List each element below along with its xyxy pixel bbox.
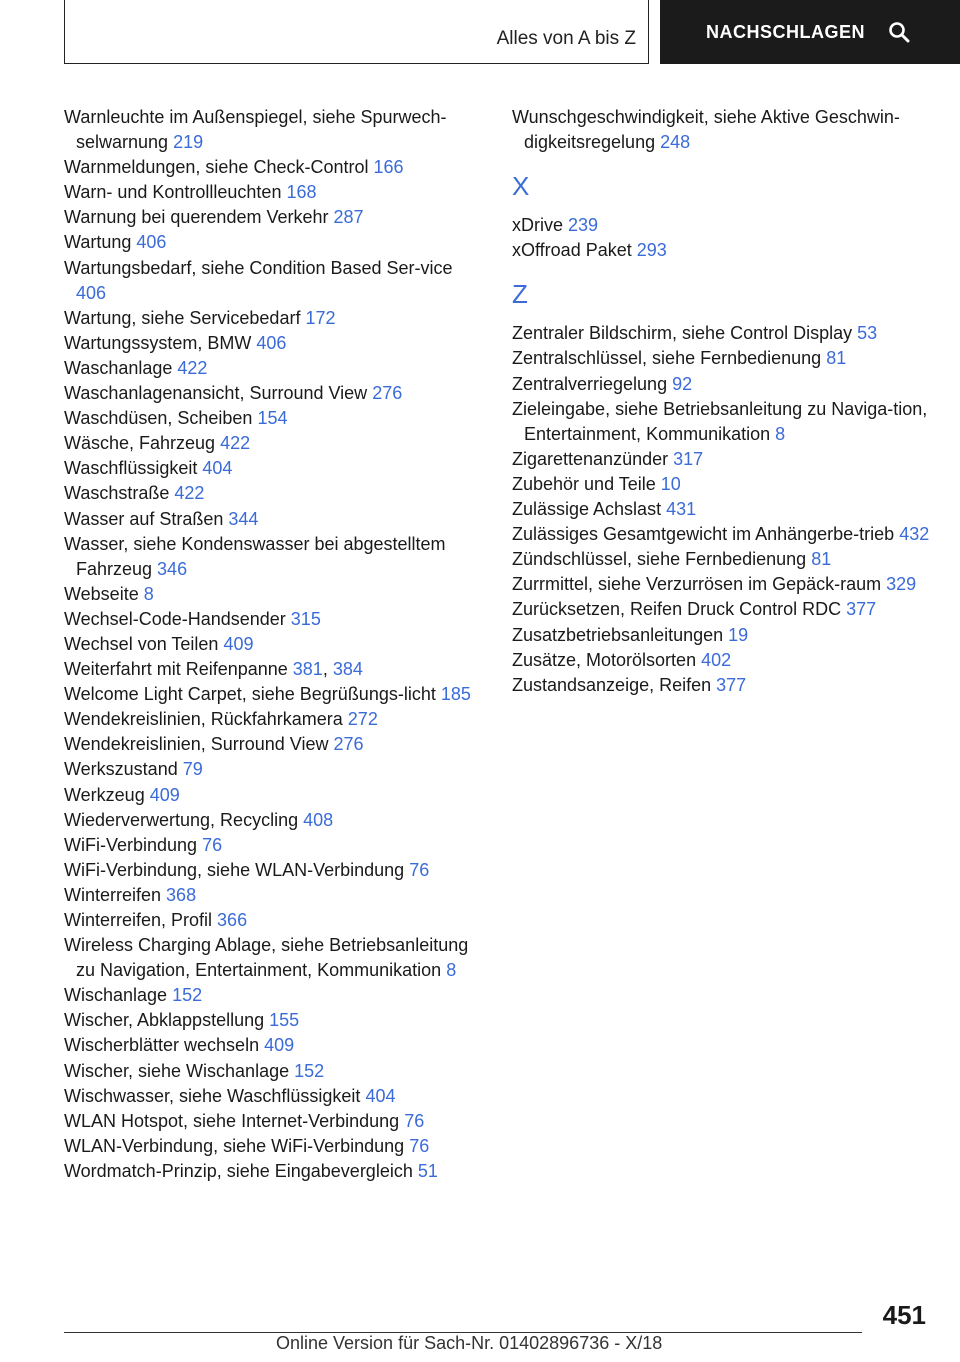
page-link[interactable]: 172 [305,307,336,328]
page-link[interactable]: 155 [269,1010,300,1031]
page-link[interactable]: 51 [417,1160,438,1181]
index-entry-term: Zustandsanzeige, Reifen [512,674,717,695]
index-entry-term: Warn- und Kontrollleuchten [64,182,287,203]
index-entry [64,532,484,582]
page-link[interactable]: 366 [217,910,248,930]
index-entry-term: WiFi-Verbindung, siehe WLAN-Verbindung [64,859,410,880]
page-link[interactable]: 377 [716,674,747,695]
index-entry [64,406,484,431]
index-entry-term: Warnung bei querendem Verkehr [64,207,334,228]
page-separator: , [322,659,333,680]
index-entry [64,1059,484,1084]
index-entry-term: Zurrmittel, siehe Verzurrösen im Gepäck-raum [512,574,887,595]
page-link[interactable]: 154 [257,408,288,429]
index-entry-term: WiFi-Verbindung [64,834,203,855]
index-entry-term: Wendekreislinien, Rückfahrkamera [64,709,348,730]
index-entry-term: Webseite [64,583,144,604]
index-entry-term: Werkzeug [64,784,150,805]
index-entry [64,732,484,757]
index-entry-term: Wordmatch-Prinzip, siehe Eingabevergleich [64,1160,418,1181]
index-list-x [512,213,932,263]
index-entry [64,256,484,306]
page-number: 451 [882,1300,926,1330]
index-entry [64,783,484,808]
index-entry [64,983,484,1008]
footer-text: Online Version für Sach-Nr. 01402896736 - X/18 [276,1333,663,1353]
index-entry [64,833,484,858]
index-entry-term: Warnmeldungen, siehe Check-Control [64,157,374,178]
page-link[interactable]: 287 [333,207,364,228]
index-entry [64,481,484,506]
index-entry-term: Wischerblätter wechseln [64,1035,265,1056]
index-entry [64,808,484,833]
index-entry-term: Weiterfahrt mit Reifenpanne [64,659,293,680]
page-link[interactable]: 276 [333,734,364,755]
index-entry-term: WLAN-Verbindung, siehe WiFi-Verbindung [64,1135,410,1156]
page-link[interactable]: 409 [149,784,180,805]
index-entry-term: Zentraler Bildschirm, siehe Control Display [512,323,858,344]
page-link[interactable]: 239 [568,215,599,236]
page-link[interactable]: 404 [365,1085,396,1106]
page-link[interactable]: 406 [256,332,287,353]
index-entry [512,346,932,371]
index-entry [64,456,484,481]
page-link[interactable]: 53 [857,323,878,344]
page-link[interactable]: 346 [157,558,188,579]
index-entry-term: Waschflüssigkeit [64,458,203,479]
index-entry [64,155,484,180]
index-entry-term: Wasser, siehe Kondenswasser bei abgestelltem Fahrzeug [64,533,446,579]
index-entry [64,883,484,908]
index-column-right [512,105,932,698]
header-section-box [64,0,649,64]
index-entry-term: Warnleuchte im Außenspiegel, siehe Spurwech-selwarnung [64,107,447,153]
index-entry-term: Werkszustand [64,759,183,780]
index-entry-term: Wischer, Abklappstellung [64,1010,270,1031]
page-link[interactable]: 76 [409,1135,430,1156]
index-entry [64,632,484,657]
index-entry [512,238,932,263]
index-entry-term: Wartung [64,232,137,253]
index-entry-term: Wartungssystem, BMW [64,332,257,353]
letter-heading-x: X [512,171,530,202]
index-entry-term: Wendekreislinien, Surround View [64,734,334,755]
index-entry-term: WLAN Hotspot, siehe Internet-Verbindung [64,1110,405,1131]
page-link[interactable]: 329 [886,574,917,595]
index-entry [64,757,484,782]
index-entry-term: Zigarettenanzünder [512,448,674,469]
index-entry-term: Wischer, siehe Wischanlage [64,1060,295,1081]
page-link[interactable]: 76 [202,834,223,855]
page-link[interactable]: 219 [173,132,204,153]
page-link[interactable]: 408 [303,809,334,830]
index-entry [64,180,484,205]
index-entry [64,1084,484,1109]
index-entry [64,105,484,155]
index-entry [64,657,484,682]
page-link[interactable]: 8 [143,583,154,604]
page-link[interactable]: 381 [292,659,323,680]
index-entry-term: Winterreifen, Profil [64,910,218,930]
index-entry-term: Wartung, siehe Servicebedarf [64,307,306,328]
index-entry-term: Wartungsbedarf, siehe Condition Based Ser-vice [64,257,453,278]
section-title: Alles von A bis Z [496,28,636,49]
index-entry [512,321,932,346]
index-entry [64,507,484,532]
index-entry [64,1109,484,1134]
page-link[interactable]: 272 [347,709,378,730]
index-entry [64,381,484,406]
index-entry [512,522,932,547]
index-entry [64,205,484,230]
page-link[interactable]: 315 [290,608,321,629]
page-link[interactable]: 409 [264,1035,295,1056]
index-entry-term: Waschstraße [64,483,175,504]
index-entry-term: xDrive [512,215,569,236]
page-link[interactable]: 406 [136,232,167,253]
index-entry-term: Waschanlagenansicht, Surround View [64,383,373,404]
page-link[interactable]: 276 [372,383,403,404]
index-entry [64,230,484,255]
index-entry [64,431,484,456]
chapter-title: NACHSCHLAGEN [706,21,865,42]
chapter-tab[interactable] [660,0,960,64]
index-entry [64,306,484,331]
page-link[interactable]: 81 [826,348,847,369]
index-entry [64,607,484,632]
search-icon[interactable] [887,20,911,44]
page-link[interactable]: 406 [76,282,107,303]
page-link[interactable]: 8 [446,960,457,981]
index-entry-term: Wäsche, Fahrzeug [64,433,221,454]
index-entry [512,372,932,397]
page-link[interactable]: 8 [775,423,786,444]
index-entry [64,933,484,983]
page-link[interactable]: 422 [220,433,251,454]
index-entry-term: Wiederverwertung, Recycling [64,809,304,830]
index-entry [64,707,484,732]
page-link[interactable]: 422 [177,357,208,378]
index-entry-term: Winterreifen [64,884,167,905]
page-link[interactable]: 152 [294,1060,325,1081]
index-entry [64,356,484,381]
index-entry [64,1033,484,1058]
index-entry-term: Zusatzbetriebsanleitungen [512,624,729,645]
index-list-z [512,321,932,697]
page-link[interactable]: 185 [440,684,471,705]
index-entry [64,1134,484,1159]
index-entry-term: Wischwasser, siehe Waschflüssigkeit [64,1085,366,1106]
page-link[interactable]: 79 [182,759,203,780]
page-link[interactable]: 92 [672,373,693,394]
page-link[interactable]: 152 [172,985,203,1006]
page-link[interactable]: 293 [636,240,667,261]
index-entry-term: Wischanlage [64,985,173,1006]
page-link[interactable]: 248 [660,132,691,153]
index-entry-term: Zurücksetzen, Reifen Druck Control RDC [512,599,847,620]
index-list-w-continued [512,105,932,155]
page-link[interactable]: 377 [846,599,877,620]
index-entry [512,213,932,238]
page-link[interactable]: 402 [701,649,732,670]
page-link[interactable]: 404 [202,458,233,479]
page-link[interactable]: 344 [228,508,259,529]
page-link[interactable]: 422 [174,483,205,504]
index-entry-term: Zusätze, Motorölsorten [512,649,702,670]
index-entry [64,331,484,356]
index-column-left [64,105,484,1184]
page-link[interactable]: 384 [332,659,363,680]
index-entry-term: Zentralverriegelung [512,373,673,394]
page-link[interactable]: 19 [728,624,749,645]
index-entry-term: Zulässiges Gesamtgewicht im Anhängerbe-trieb [512,524,900,545]
index-entry [512,597,932,622]
index-entry-term: Zündschlüssel, siehe Fernbedienung [512,549,812,570]
index-entry-term: xOffroad Paket [512,240,637,261]
index-entry-term: Zubehör und Teile [512,473,661,494]
page-link[interactable]: 432 [899,524,930,545]
index-entry [512,472,932,497]
page-link[interactable]: 409 [223,633,254,654]
index-entry-term: Waschanlage [64,357,178,378]
index-entry-term: Waschdüsen, Scheiben [64,408,258,429]
page-link[interactable]: 76 [404,1110,425,1131]
index-entry-term: Wireless Charging Ablage, siehe Betriebsanleitung zu Navigation, Entertainment, Kommunikation [64,935,469,981]
index-entry-term: Wasser auf Straßen [64,508,229,529]
page-link[interactable]: 431 [666,499,697,520]
index-entry-term: Wechsel-Code-Handsender [64,608,291,629]
index-entry [512,648,932,673]
page-link[interactable]: 368 [166,884,197,905]
page-link[interactable]: 317 [673,448,704,469]
index-entry-term: Zulässige Achslast [512,499,667,520]
page-link[interactable]: 10 [660,473,681,494]
page-link[interactable]: 81 [811,549,832,570]
page-link[interactable]: 166 [373,157,404,178]
page-link[interactable]: 76 [409,859,430,880]
index-entry-term: Wechsel von Teilen [64,633,224,654]
index-entry [512,572,932,597]
index-entry-term: Wunschgeschwindigkeit, siehe Aktive Geschwin-digkeitsregelung [512,107,900,153]
index-entry-term: Zentralschlüssel, siehe Fernbedienung [512,348,827,369]
index-entry [512,547,932,572]
letter-heading-z: Z [512,279,528,310]
index-entry [512,105,932,155]
index-entry [64,1008,484,1033]
index-entry [512,397,932,447]
index-entry [512,673,932,698]
index-entry [64,908,484,933]
index-entry [64,1159,484,1184]
index-entry [512,623,932,648]
page-link[interactable]: 168 [286,182,317,203]
index-entry [64,582,484,607]
index-entry-term: Zieleingabe, siehe Betriebsanleitung zu Naviga-tion, Entertainment, Kommunikation [512,398,928,444]
index-entry-term: Welcome Light Carpet, siehe Begrüßungs-licht [64,684,441,705]
index-entry [64,858,484,883]
index-entry [512,447,932,472]
index-entry [512,497,932,522]
index-entry [64,682,484,707]
